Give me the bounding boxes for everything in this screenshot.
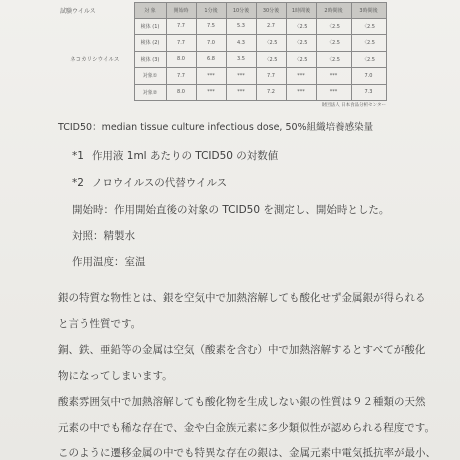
start-time-note: 開始時：作用開始直後の対象の TCID50 を測定し、開始時とした。: [72, 204, 390, 216]
header-cell: 1分後: [196, 3, 226, 19]
table-cell: 3.5: [226, 51, 256, 68]
paragraph-line: このように遷移金属の中でも特異な存在の銀は、金属元素中電気抵抗率が最小、: [58, 447, 436, 459]
table-cell: ***: [286, 84, 316, 101]
tcid50-definition: TCID50：median tissue culture infectious dose, 50%組織培養感染量: [58, 122, 374, 133]
note-1: [72, 150, 278, 163]
note-1-marker: *1: [72, 150, 84, 162]
table-cell: 〈2.5: [286, 51, 316, 68]
header-cell: 対 象: [134, 3, 166, 19]
header-cell: 3時間後: [351, 3, 386, 19]
table-cell: 〈2.5: [351, 35, 386, 52]
table-cell: 〈2.5: [316, 18, 351, 35]
table-source: 財団法人 日本食品分析センター: [321, 103, 386, 108]
table-cell: 7.7: [256, 68, 286, 85]
table-cell: ***: [196, 68, 226, 85]
header-cell: 2時間後: [316, 3, 351, 19]
table-cell: 〈2.5: [286, 35, 316, 52]
paragraph-line: 酸素雰囲気中で加熱溶解しても酸化物を生成しない銀の性質は９２種類の天然: [58, 396, 426, 408]
header-cell: 10分後: [226, 3, 256, 19]
table-cell: 8.0: [166, 51, 196, 68]
table-cell: ***: [286, 68, 316, 85]
paragraph-line: 物になってしまいます。: [58, 370, 173, 382]
table-cell: 7.3: [351, 84, 386, 101]
row-label: 対象①: [134, 68, 166, 85]
table-cell: 8.0: [166, 84, 196, 101]
table-cell: 〈2.5: [286, 18, 316, 35]
row-label: 検体 (3): [134, 51, 166, 68]
table-cell: 7.7: [166, 68, 196, 85]
header-cell: 1時間後: [286, 3, 316, 19]
header-cell: 30分後: [256, 3, 286, 19]
table-cell: 7.5: [196, 18, 226, 35]
table-cell: ***: [226, 68, 256, 85]
table-cell: 〈2.5: [316, 35, 351, 52]
header-cell: 開始時: [166, 3, 196, 19]
table-cell: 〈2.5: [351, 18, 386, 35]
paragraph-line: と言う性質です。: [58, 318, 142, 330]
virus-name: ネコカリシウイルス: [56, 18, 134, 101]
note-2-marker: *2: [72, 177, 84, 189]
note-2-text: ノロウイルスの代替ウイルス: [91, 177, 228, 189]
row-label: 検体 (2): [134, 35, 166, 52]
table-cell: 7.0: [196, 35, 226, 52]
row-label: 検体 (1): [134, 18, 166, 35]
table-row: [56, 18, 386, 35]
row-label: 対象②: [134, 84, 166, 101]
table-cell: 4.3: [226, 35, 256, 52]
table-cell: ***: [196, 84, 226, 101]
table-cell: 7.2: [256, 84, 286, 101]
paragraph-line: 銅、鉄、亜鉛等の金属は空気（酸素を含む）中で加熱溶解するとすべてが酸化: [58, 344, 426, 356]
table-cell: 〈2.5: [256, 35, 286, 52]
table-cell: 7.0: [351, 68, 386, 85]
table-cell: 〈2.5: [316, 51, 351, 68]
table-cell: 2.7: [256, 18, 286, 35]
paragraph-line: 元素の中でも稀な存在で、金や白金族元素に多少類似性が認められる程度です。: [58, 422, 435, 434]
note-2: [72, 177, 227, 190]
table-title: 試験ウイルス: [60, 7, 96, 15]
table-cell: 6.8: [196, 51, 226, 68]
note-1-text: 作用液 1ml あたりの TCID50 の対数値: [91, 150, 279, 162]
table-cell: 〈2.5: [256, 51, 286, 68]
virus-test-table: [56, 2, 387, 109]
table-cell: 5.3: [226, 18, 256, 35]
table-cell: 7.7: [166, 35, 196, 52]
table-cell: ***: [316, 68, 351, 85]
table-cell: ***: [226, 84, 256, 101]
table-cell: 7.7: [166, 18, 196, 35]
paragraph-line: 銀の特質な物性とは、銀を空気中で加熱溶解しても酸化せず金属銀が得られる: [58, 292, 426, 304]
table-cell: 〈2.5: [351, 51, 386, 68]
control-note: 対照：精製水: [72, 230, 135, 242]
temperature-note: 作用温度：室温: [72, 256, 146, 268]
table-cell: ***: [316, 84, 351, 101]
